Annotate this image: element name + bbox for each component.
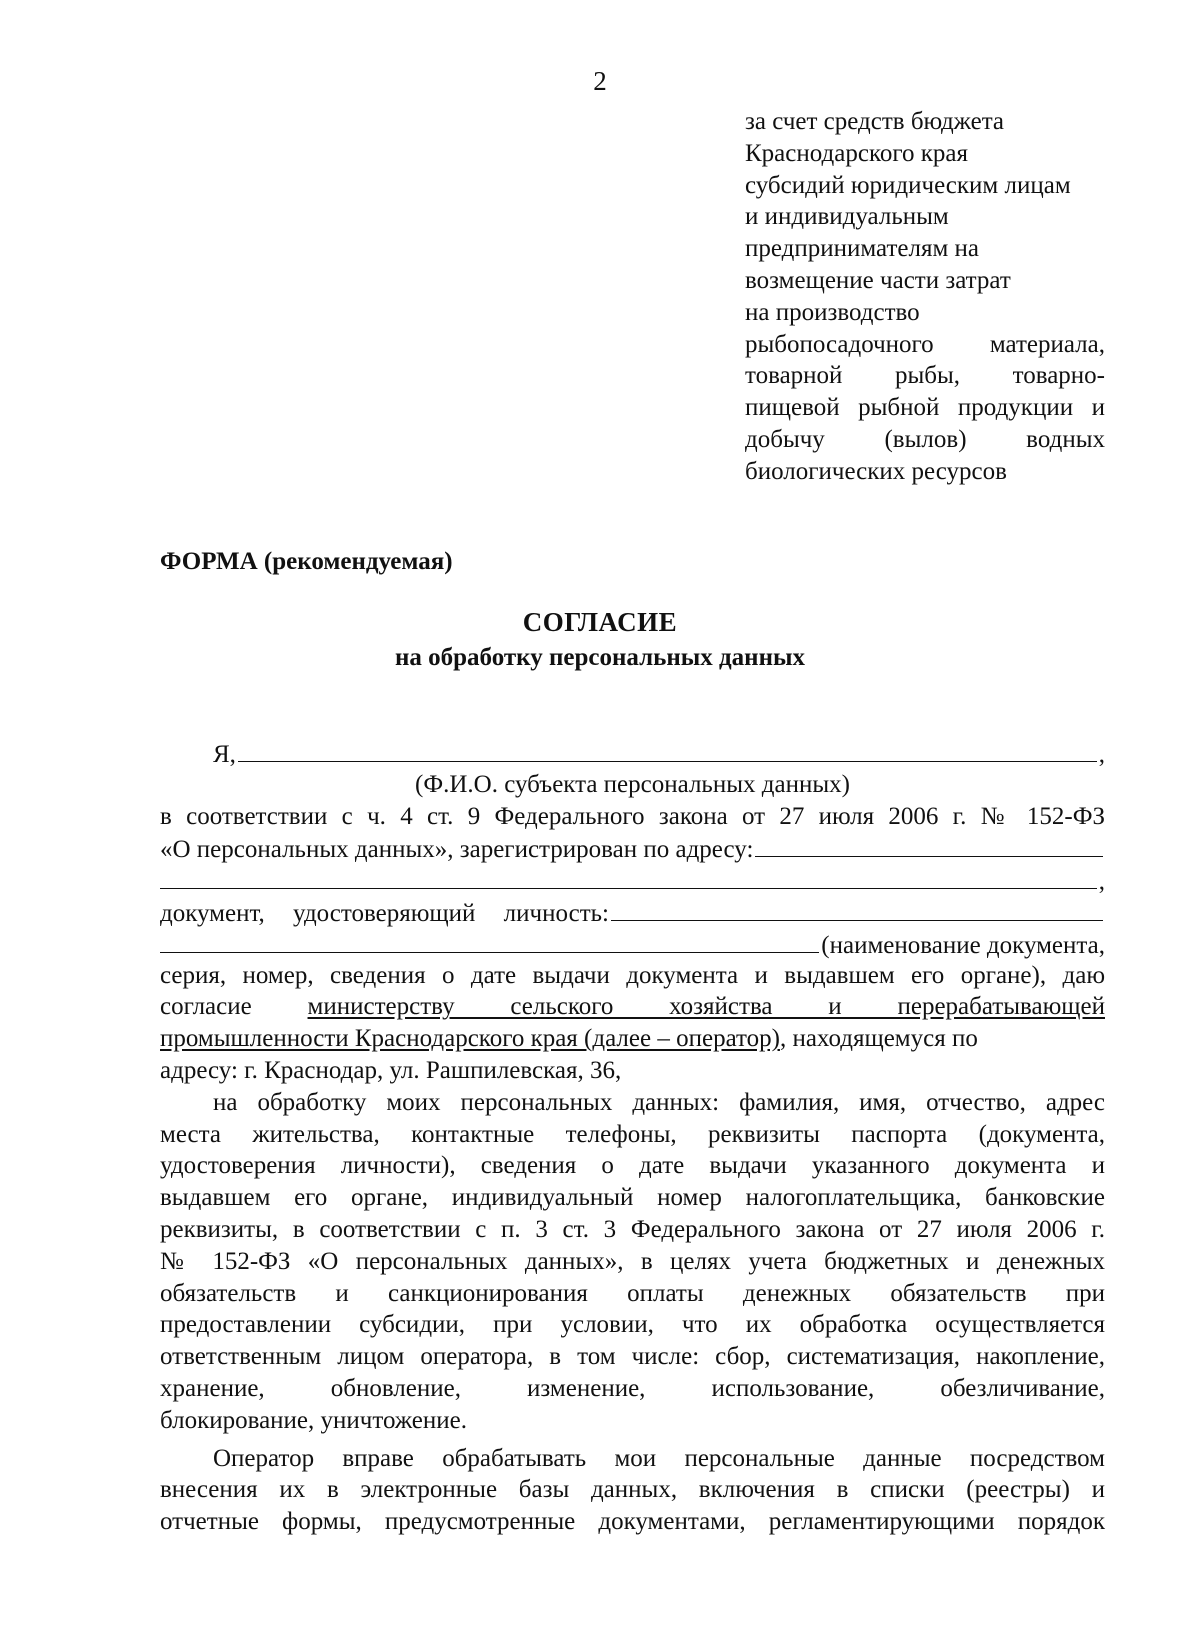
paragraph-line: обязательств и санкционирования оплаты денежных обязательств при bbox=[160, 1279, 1105, 1307]
id-document-line-2 bbox=[160, 928, 1105, 960]
body-line: серия, номер, сведения о дате выдачи документа и выдавшем его органе), даю bbox=[160, 961, 1105, 989]
paragraph-line: выдавшем его органе, индивидуальный номер налогоплательщика, банковские bbox=[160, 1184, 1105, 1212]
form-label: ФОРМА (рекомендуемая) bbox=[160, 548, 453, 575]
header-line: на производство bbox=[745, 298, 920, 326]
paragraph-line: удостоверения личности), сведения о дате выдачи указанного документа и bbox=[160, 1152, 1105, 1180]
header-line: возмещение части затрат bbox=[745, 266, 1011, 294]
address-field-2[interactable] bbox=[160, 864, 1097, 889]
header-line: за счет средств бюджета bbox=[745, 108, 1005, 135]
address-field[interactable] bbox=[755, 832, 1103, 857]
id-document-label: документ, удостоверяющий личность: bbox=[160, 899, 609, 927]
page-number: 2 bbox=[593, 66, 607, 96]
header-block bbox=[745, 106, 1105, 488]
consent-word: согласие bbox=[160, 993, 252, 1021]
id-document-field-2[interactable] bbox=[160, 928, 819, 953]
paragraph-line: внесения их в электронные базы данных, включения в списки (реестры) и bbox=[160, 1476, 1105, 1504]
header-line: субсидий юридическим лицам bbox=[745, 171, 1071, 199]
paragraph-line: хранение, обновление, изменение, использование, обезличивание, bbox=[160, 1374, 1105, 1402]
paragraph-line: № 152-ФЗ «О персональных данных», в целях учета бюджетных и денежных bbox=[160, 1247, 1105, 1275]
ya-label: Я, bbox=[213, 741, 236, 768]
paragraph-line: Оператор вправе обрабатывать мои персональные данные посредством bbox=[213, 1444, 1105, 1472]
address-line bbox=[160, 832, 1105, 864]
header-line: и индивидуальным bbox=[745, 203, 949, 231]
header-line: Краснодарского края bbox=[745, 139, 968, 167]
comma: , bbox=[1098, 741, 1105, 768]
comma: , bbox=[1098, 868, 1105, 896]
paragraph-line: на обработку моих персональных данных: фамилия, имя, отчество, адрес bbox=[213, 1088, 1105, 1116]
fio-caption: (Ф.И.О. субъекта персональных данных) bbox=[415, 770, 850, 798]
body-line: в соответствии с ч. 4 ст. 9 Федерального закона от 27 июля 2006 г. № 152-ФЗ bbox=[160, 802, 1105, 830]
address-line-2 bbox=[160, 864, 1105, 896]
id-document-line bbox=[160, 896, 1105, 928]
paragraph-line: предоставлении субсидии, при условии, что их обработка осуществляется bbox=[160, 1311, 1105, 1339]
document-title: СОГЛАСИЕ bbox=[522, 607, 678, 637]
operator-name-part1: министерству сельского хозяйства и перерабатывающей bbox=[307, 993, 1105, 1021]
paragraph-line: отчетные формы, предусмотренные документами, регламентирующими порядок bbox=[160, 1508, 1105, 1536]
header-line: добычу (вылов) водных bbox=[745, 425, 1105, 453]
id-document-field[interactable] bbox=[611, 896, 1103, 921]
header-line: предпринимателям на bbox=[745, 235, 980, 263]
operator-address: адресу: г. Краснодар, ул. Рашпилевская, 36, bbox=[160, 1056, 622, 1084]
id-document-caption: (наименование документа, bbox=[821, 931, 1105, 959]
operator-location: , находящемуся по bbox=[779, 1025, 978, 1053]
paragraph-line: места жительства, контактные телефоны, реквизиты паспорта (документа, bbox=[160, 1120, 1105, 1148]
document-subtitle: на обработку персональных данных bbox=[395, 644, 805, 671]
fio-field[interactable] bbox=[238, 737, 1097, 762]
header-line: биологических ресурсов bbox=[745, 457, 1007, 485]
fio-line bbox=[160, 737, 1105, 769]
body-line bbox=[160, 991, 1105, 1023]
body-line bbox=[160, 1023, 1105, 1055]
header-line: пищевой рыбной продукции и bbox=[745, 394, 1105, 422]
consent-body bbox=[160, 737, 1105, 1538]
paragraph-line: блокирование, уничтожение. bbox=[160, 1406, 467, 1434]
address-label: «О персональных данных», зарегистрирован по адресу: bbox=[160, 836, 754, 864]
header-line: рыбопосадочного материала, bbox=[745, 330, 1105, 358]
paragraph-line: ответственным лицом оператора, в том числе: сбор, систематизация, накопление, bbox=[160, 1343, 1105, 1371]
paragraph-line: реквизиты, в соответствии с п. 3 ст. 3 Федерального закона от 27 июля 2006 г. bbox=[160, 1215, 1105, 1243]
header-line: товарной рыбы, товарно- bbox=[745, 362, 1105, 390]
operator-name-part2: промышленности Краснодарского края (далее – оператор) bbox=[160, 1025, 780, 1053]
